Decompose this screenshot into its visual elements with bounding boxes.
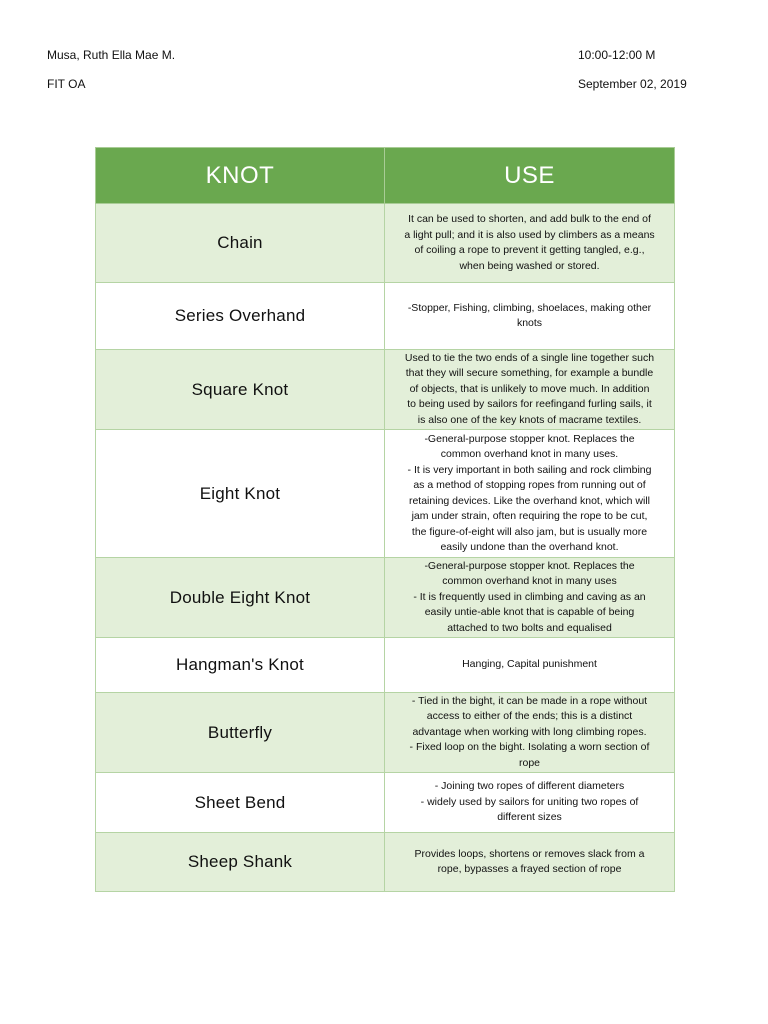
use-line: - It is frequently used in climbing and caving as an — [413, 590, 646, 603]
class-time: 10:00-12:00 M — [578, 48, 656, 62]
use-line: knots — [516, 317, 543, 329]
use-line: -Stopper, Fishing, climbing, shoelaces, making other — [407, 301, 652, 314]
knot-name: Double Eight Knot — [96, 558, 385, 638]
knot-name: Sheet Bend — [96, 773, 385, 833]
use-line: advantage when working with long climbing ropes. — [412, 725, 647, 738]
knot-name: Series Overhand — [96, 283, 385, 350]
use-line: -General-purpose stopper knot. Replaces the — [424, 559, 635, 572]
use-line: as a method of stopping ropes from running out of — [413, 479, 646, 491]
use-line: when being washed or stored. — [459, 259, 600, 272]
knot-name: Eight Knot — [96, 430, 385, 558]
knot-use — [385, 283, 675, 350]
document-date: September 02, 2019 — [578, 77, 687, 91]
use-line: - widely used by sailors for uniting two ropes of — [420, 795, 639, 808]
use-line: common overhand knot in many uses. — [440, 448, 619, 460]
table-row — [96, 693, 675, 773]
knot-use — [385, 638, 675, 693]
column-header-knot: KNOT — [96, 148, 385, 204]
knot-use — [385, 833, 675, 892]
knot-use — [385, 204, 675, 283]
use-line: Hanging, Capital punishment — [462, 658, 597, 671]
use-line: Provides loops, shortens or removes slack from a — [414, 847, 645, 860]
table-row — [96, 283, 675, 350]
table-row — [96, 430, 675, 558]
use-line: of coiling a rope to prevent it getting tangled, e.g., — [414, 244, 645, 256]
use-line: - It is very important in both sailing and rock climbing — [407, 463, 652, 476]
use-line: Used to tie the two ends of a single line together such — [404, 351, 655, 364]
use-line: easily untie-able knot that is capable of being — [424, 606, 635, 619]
use-line: easily undone than the overhand knot. — [440, 541, 619, 553]
knot-name: Chain — [96, 204, 385, 283]
table-row — [96, 833, 675, 892]
use-line: attached to two bolts and equalised — [447, 621, 612, 634]
column-header-use: USE — [385, 148, 675, 204]
use-line: -General-purpose stopper knot. Replaces the — [424, 432, 635, 445]
use-line: retaining devices. Like the overhand knot, which will — [408, 494, 651, 507]
use-line: access to either of the ends; this is a distinct — [426, 710, 633, 723]
use-line: the figure-of-eight will also jam, but is usually more — [411, 525, 648, 538]
table-row — [96, 558, 675, 638]
table-header-row — [96, 148, 675, 204]
use-line: - Tied in the bight, it can be made in a rope without — [411, 694, 648, 707]
knot-name: Sheep Shank — [96, 833, 385, 892]
use-line: jam under strain, often requiring the rope to be cut, — [411, 510, 648, 522]
knot-name: Hangman's Knot — [96, 638, 385, 693]
knot-name: Square Knot — [96, 350, 385, 430]
student-name: Musa, Ruth Ella Mae M. — [47, 48, 176, 62]
knot-use — [385, 350, 675, 430]
knot-name: Butterfly — [96, 693, 385, 773]
use-line: rope, bypasses a frayed section of rope — [437, 863, 622, 875]
table-row — [96, 773, 675, 833]
use-line: of objects, that is unlikely to move much. In addition — [409, 382, 650, 395]
use-line: common overhand knot in many uses — [442, 575, 617, 588]
section-label: FIT OA — [47, 77, 86, 91]
knot-use — [385, 558, 675, 638]
use-line: - Joining two ropes of different diameters — [434, 780, 625, 793]
table-row — [96, 638, 675, 693]
knot-use — [385, 430, 675, 558]
knots-table — [95, 147, 675, 892]
use-line: that they will secure something, for example a bundle — [405, 367, 654, 380]
knot-use — [385, 773, 675, 833]
table-row — [96, 350, 675, 430]
use-line: is also one of the key knots of macrame textiles. — [417, 413, 642, 426]
use-line: - Fixed loop on the bight. Isolating a worn section of — [409, 741, 650, 754]
use-line: a light pull; and it is also used by climbers as a means — [404, 228, 655, 241]
use-line: It can be used to shorten, and add bulk to the end of — [408, 213, 651, 225]
use-line: different sizes — [497, 811, 562, 824]
use-line: to being used by sailors for reefingand furling sails, it — [407, 398, 652, 411]
table-row — [96, 204, 675, 283]
use-line: rope — [518, 756, 540, 769]
knot-use — [385, 693, 675, 773]
